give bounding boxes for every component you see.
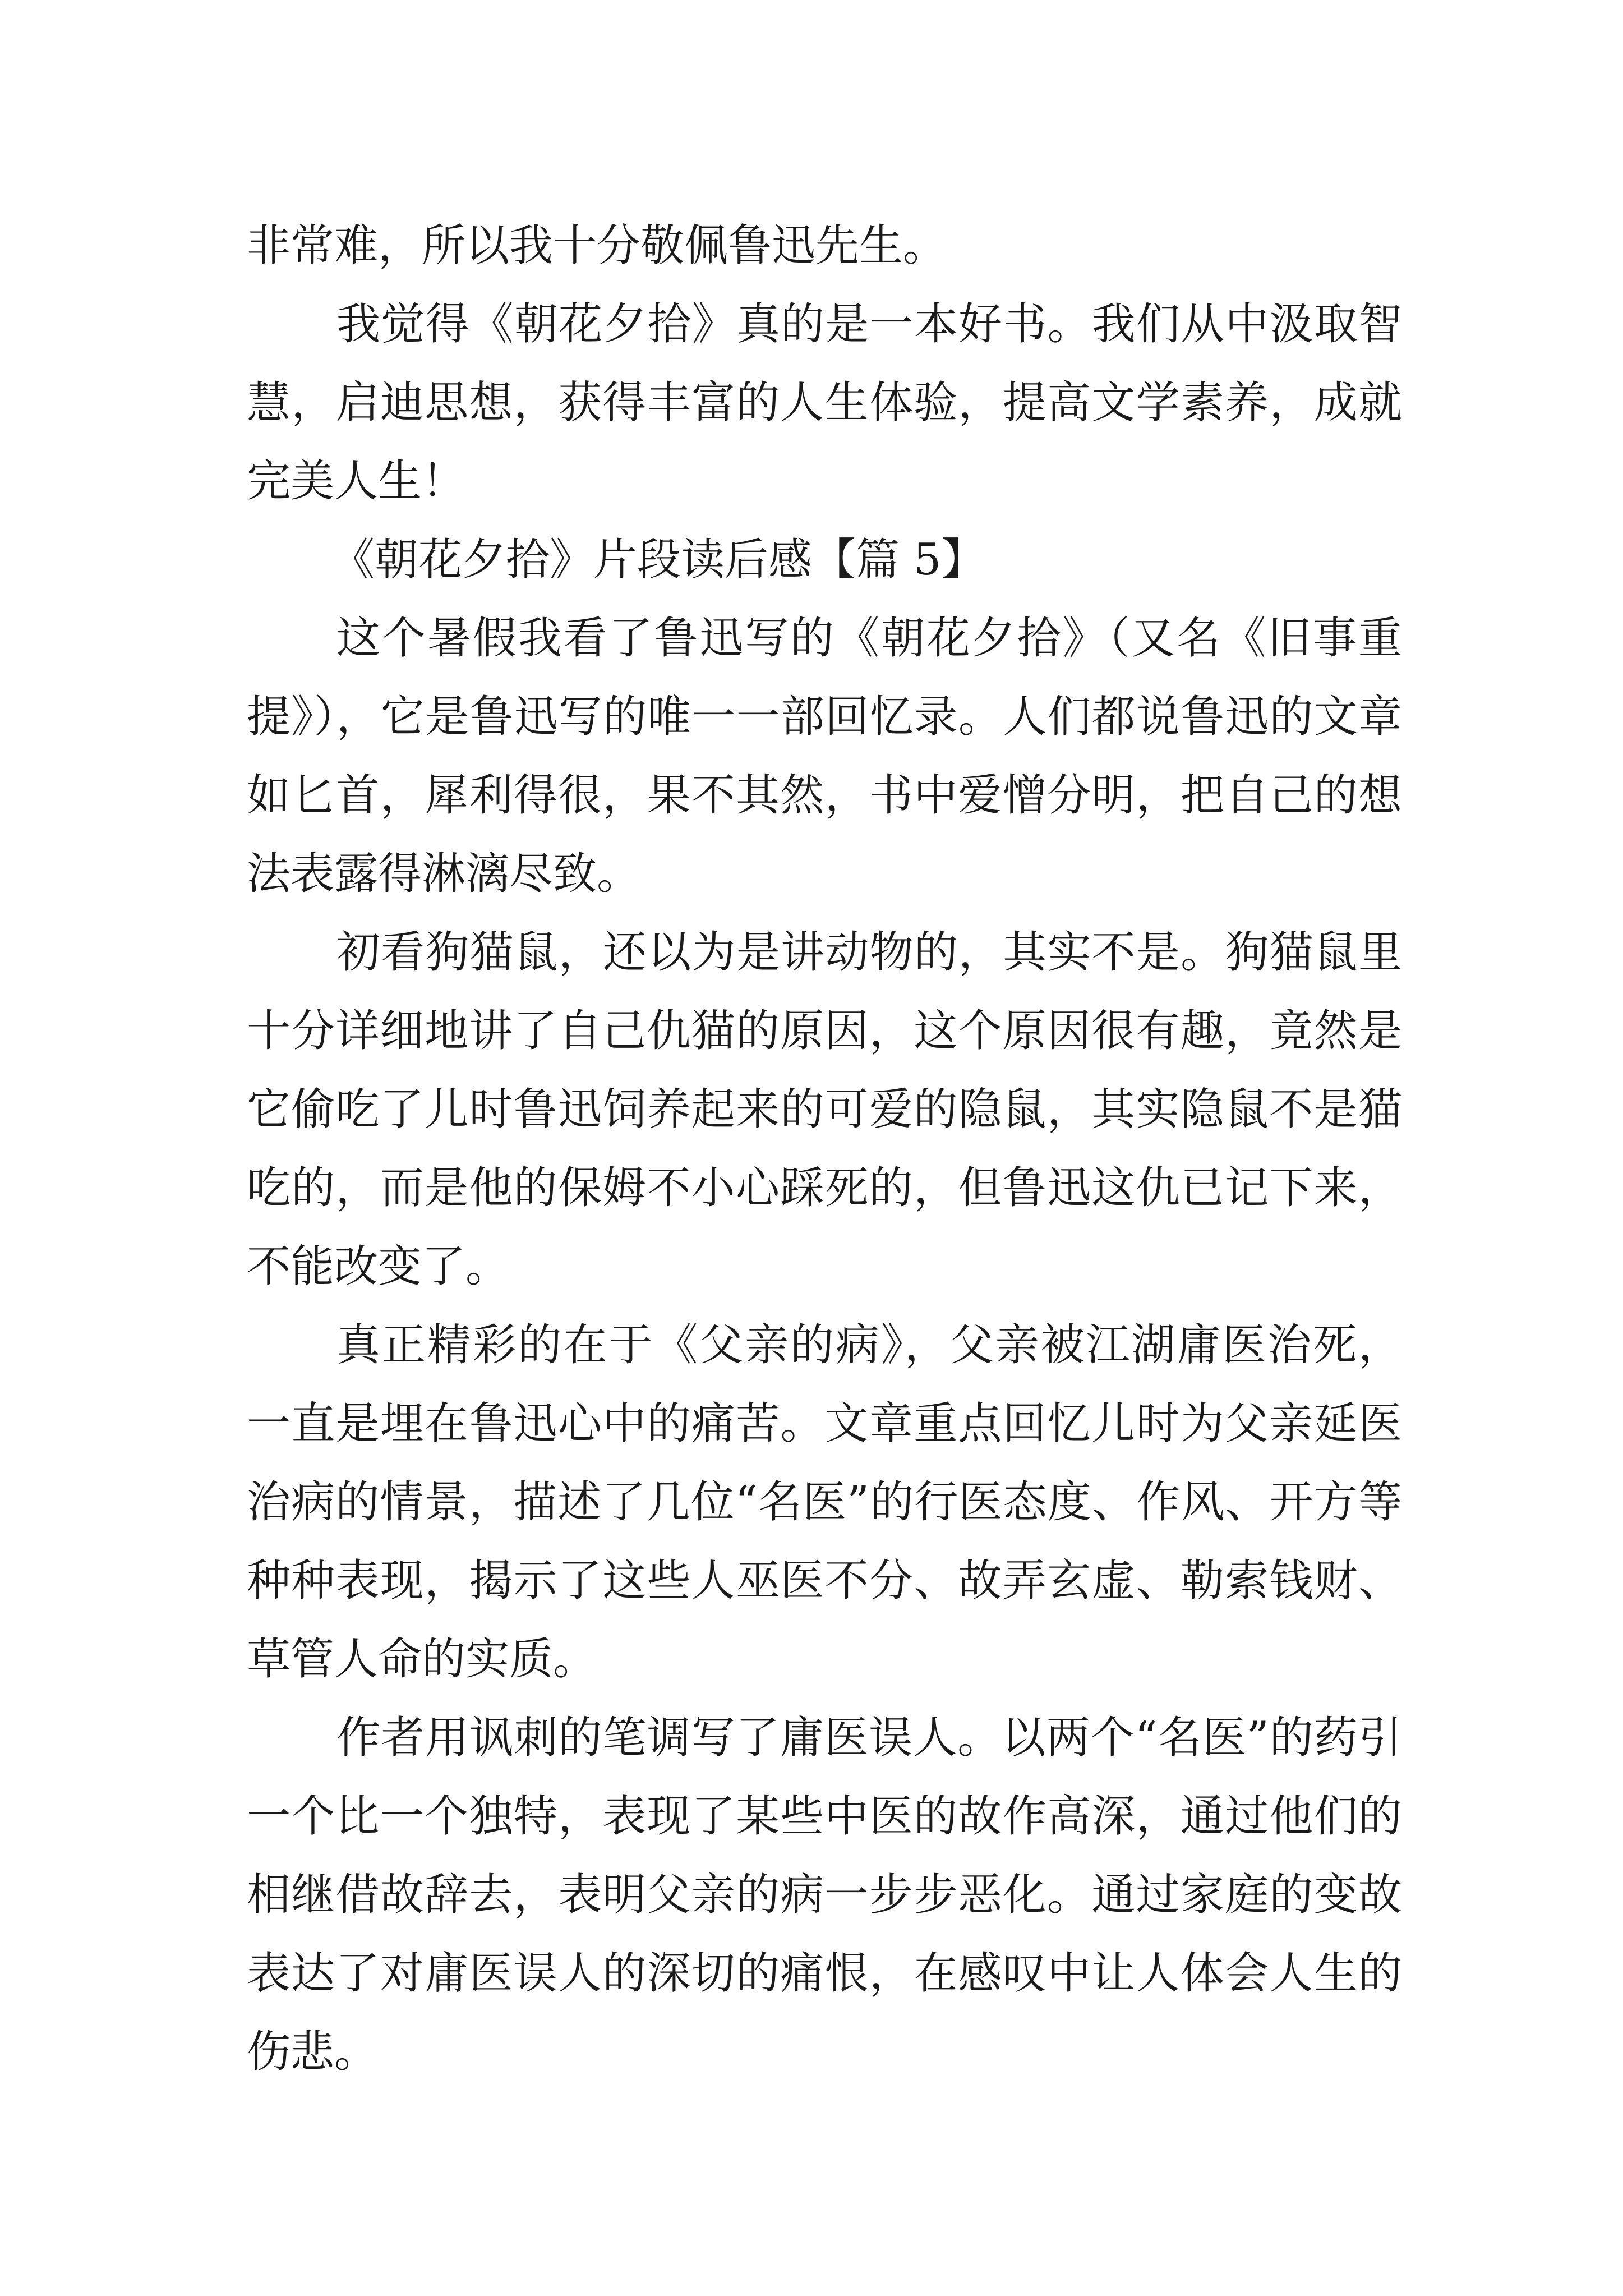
- paragraph-continuation: 非常难，所以我十分敬佩鲁迅先生。: [247, 220, 947, 271]
- document-body: [247, 206, 1402, 2091]
- paragraph-father-illness: 真正精彩的在于《父亲的病》，父亲被江湖庸医治死，一直是埋在鲁迅心中的痛苦。文章重点回忆儿时为父亲延医治病的情景，描述了几位“名医”的行医态度、作风、开方等种种表现，揭示了这些人巫医不分、故弄玄虚、勒索钱财、草管人命的实质。: [247, 1320, 1402, 1685]
- section-heading-tag: 【篇 5】: [812, 535, 985, 585]
- section-heading-title: 《朝花夕拾》片段读后感: [331, 535, 813, 585]
- paragraph-conclusion: 我觉得《朝花夕拾》真的是一本好书。我们从中汲取智慧，启迪思想，获得丰富的人生体验，提高文学素养，成就完美人生！: [247, 299, 1402, 507]
- paragraph-dog-cat-mouse: 初看狗猫鼠，还以为是讲动物的，其实不是。狗猫鼠里十分详细地讲了自己仇猫的原因，这个原因很有趣，竟然是它偷吃了儿时鲁迅饲养起来的可爱的隐鼠，其实隐鼠不是猫吃的，而是他的保姆不小心踩死的，但鲁迅这仇已记下来，不能改变了。: [247, 927, 1402, 1292]
- paragraph-intro: 这个暑假我看了鲁迅写的《朝花夕拾》（又名《旧事重提》），它是鲁迅写的唯一一部回忆录。人们都说鲁迅的文章如匕首，犀利得很，果不其然，书中爱憎分明，把自己的想法表露得淋漓尽致。: [247, 613, 1402, 899]
- section-heading: [247, 521, 1402, 599]
- paragraph-quack-doctors: 作者用讽刺的笔调写了庸医误人。以两个“名医”的药引一个比一个独特，表现了某些中医的故作高深，通过他们的相继借故辞去，表明父亲的病一步步恶化。通过家庭的变故表达了对庸医误人的深切的痛恨，在感叹中让人体会人生的伤悲。: [247, 1713, 1402, 2077]
